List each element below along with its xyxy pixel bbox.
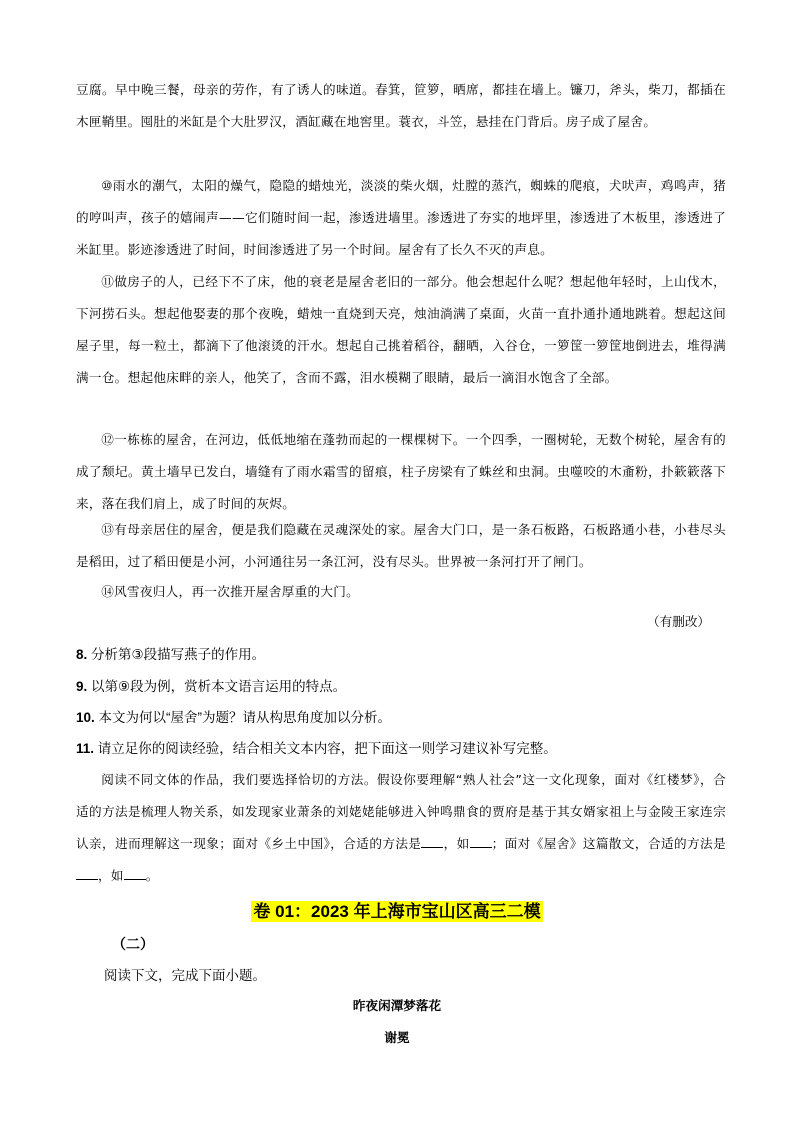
paragraph-14: ⑭风雪夜归人，再一次推开屋舍厚重的大门。 xyxy=(101,584,360,599)
prompt-part-d: ，如 xyxy=(98,868,124,883)
question-11 xyxy=(76,739,557,759)
section-part-label: （二） xyxy=(112,936,154,952)
paragraph-11: ⑪做房子的人，已经下不了床，他的衰老是屋舍老旧的一部分。他会想起什么呢？想起他年轻时，上山伐木，下河捞石头。想起他娶妻的那个夜晚，蜡烛一直烧到天亮，烛油淌满了桌面，火苗一直扑通扑通地跳着。想起这间屋子里，每一粒土，都滴下了他滚烫的汗水。想起自己挑着稻谷，翻晒，入谷仓，一箩筐一箩筐地倒进去，堆得满满一仓。想起他床畔的亲人，他笑了，含而不露，泪水模糊了眼睛，最后一滴泪水饱含了全部。 xyxy=(76,274,726,385)
question-number: 11. xyxy=(76,741,95,756)
answer-blank-3[interactable] xyxy=(76,867,98,880)
prompt-part-e: 。 xyxy=(145,868,159,883)
highlighted-heading-text: 卷 01：2023 年上海市宝山区高三二模 xyxy=(253,902,541,921)
question-11-prompt xyxy=(76,764,726,892)
answer-blank-1[interactable] xyxy=(421,835,443,848)
essay-title: 昨夜闲潭梦落花 xyxy=(352,998,442,1013)
question-number: 9. xyxy=(76,679,88,694)
question-9 xyxy=(76,677,346,697)
reading-instruction: 阅读下文，完成下面小题。 xyxy=(104,968,266,983)
paragraph-10: ⑩雨水的潮气，太阳的燥气，隐隐的蜡烛光，淡淡的柴火烟，灶膛的蒸汽，蜘蛛的爬痕，犬吠声，鸡鸣声，猪的哼叫声，孩子的嬉闹声——它们随时间一起，渗透进墙里。渗透进了夯实的地坪里，渗透进了木板里，渗透进了米缸里。影迹渗透进了时间，时间渗透进了另一个时间。屋舍有了长久不灭的声息。 xyxy=(76,178,726,257)
prompt-part-c: ；面对《屋舍》这篇散文，合适的方法是 xyxy=(491,836,726,851)
prompt-part-b: ，如 xyxy=(443,836,470,851)
question-8 xyxy=(76,645,265,665)
paragraph-9-continued: 豆腐。早中晚三餐，母亲的劳作，有了诱人的味道。春箕，笸箩，晒席，都挂在墙上。镰刀，斧头，柴刀，都插在木匣鞘里。囤肚的米缸是个大肚罗汉，酒缸藏在地窖里。蓑衣，斗笠，悬挂在门背后。房子成了屋舍。 xyxy=(76,82,726,129)
answer-blank-2[interactable] xyxy=(470,835,492,848)
question-number: 8. xyxy=(76,647,88,662)
question-text: 分析第③段描写燕子的作用。 xyxy=(91,647,266,662)
edit-note: （有删改） xyxy=(647,614,710,629)
section-heading xyxy=(0,897,794,922)
question-number: 10. xyxy=(76,710,95,725)
question-text: 本文为何以“屋舍”为题？请从构思角度加以分析。 xyxy=(98,710,392,725)
answer-blank-4[interactable] xyxy=(124,867,146,880)
essay-author: 谢冕 xyxy=(384,1030,410,1045)
question-text: 以第⑨段为例，赏析本文语言运用的特点。 xyxy=(91,679,347,694)
question-text: 请立足你的阅读经验，结合相关文本内容，把下面这一则学习建议补写完整。 xyxy=(97,741,557,756)
prompt-part-a: 阅读不同文体的作品，我们要选择恰切的方法。假设你要理解“熟人社会”这一文化现象，面对《红楼梦》，合适的方法是梳理人物关系，如发现家业萧条的刘姥姥能够进入钟鸣鼎食的贾府是基于其女婿家祖上与金陵王家连宗认亲，进而理解这一现象；面对《乡土中国》，合适的方法是 xyxy=(76,772,726,851)
question-10 xyxy=(76,708,391,728)
paragraph-12: ⑫一栋栋的屋舍，在河边，低低地缩在蓬勃而起的一棵棵树下。一个四季，一圈树轮，无数个树轮，屋舍有的成了颓圮。黄土墙早已发白，墙缝有了雨水霜雪的留痕，柱子房梁有了蛛丝和虫洞。虫噬咬的木齑粉，扑簌簌落下来，落在我们肩上，成了时间的灰烬。 xyxy=(76,432,726,511)
paragraph-13: ⑬有母亲居住的屋舍，便是我们隐藏在灵魂深处的家。屋舍大门口，是一条石板路，石板路通小巷，小巷尽头是稻田，过了稻田便是小河，小河通往另一条江河，没有尽头。世界被一条河打开了闸门。 xyxy=(76,522,726,569)
